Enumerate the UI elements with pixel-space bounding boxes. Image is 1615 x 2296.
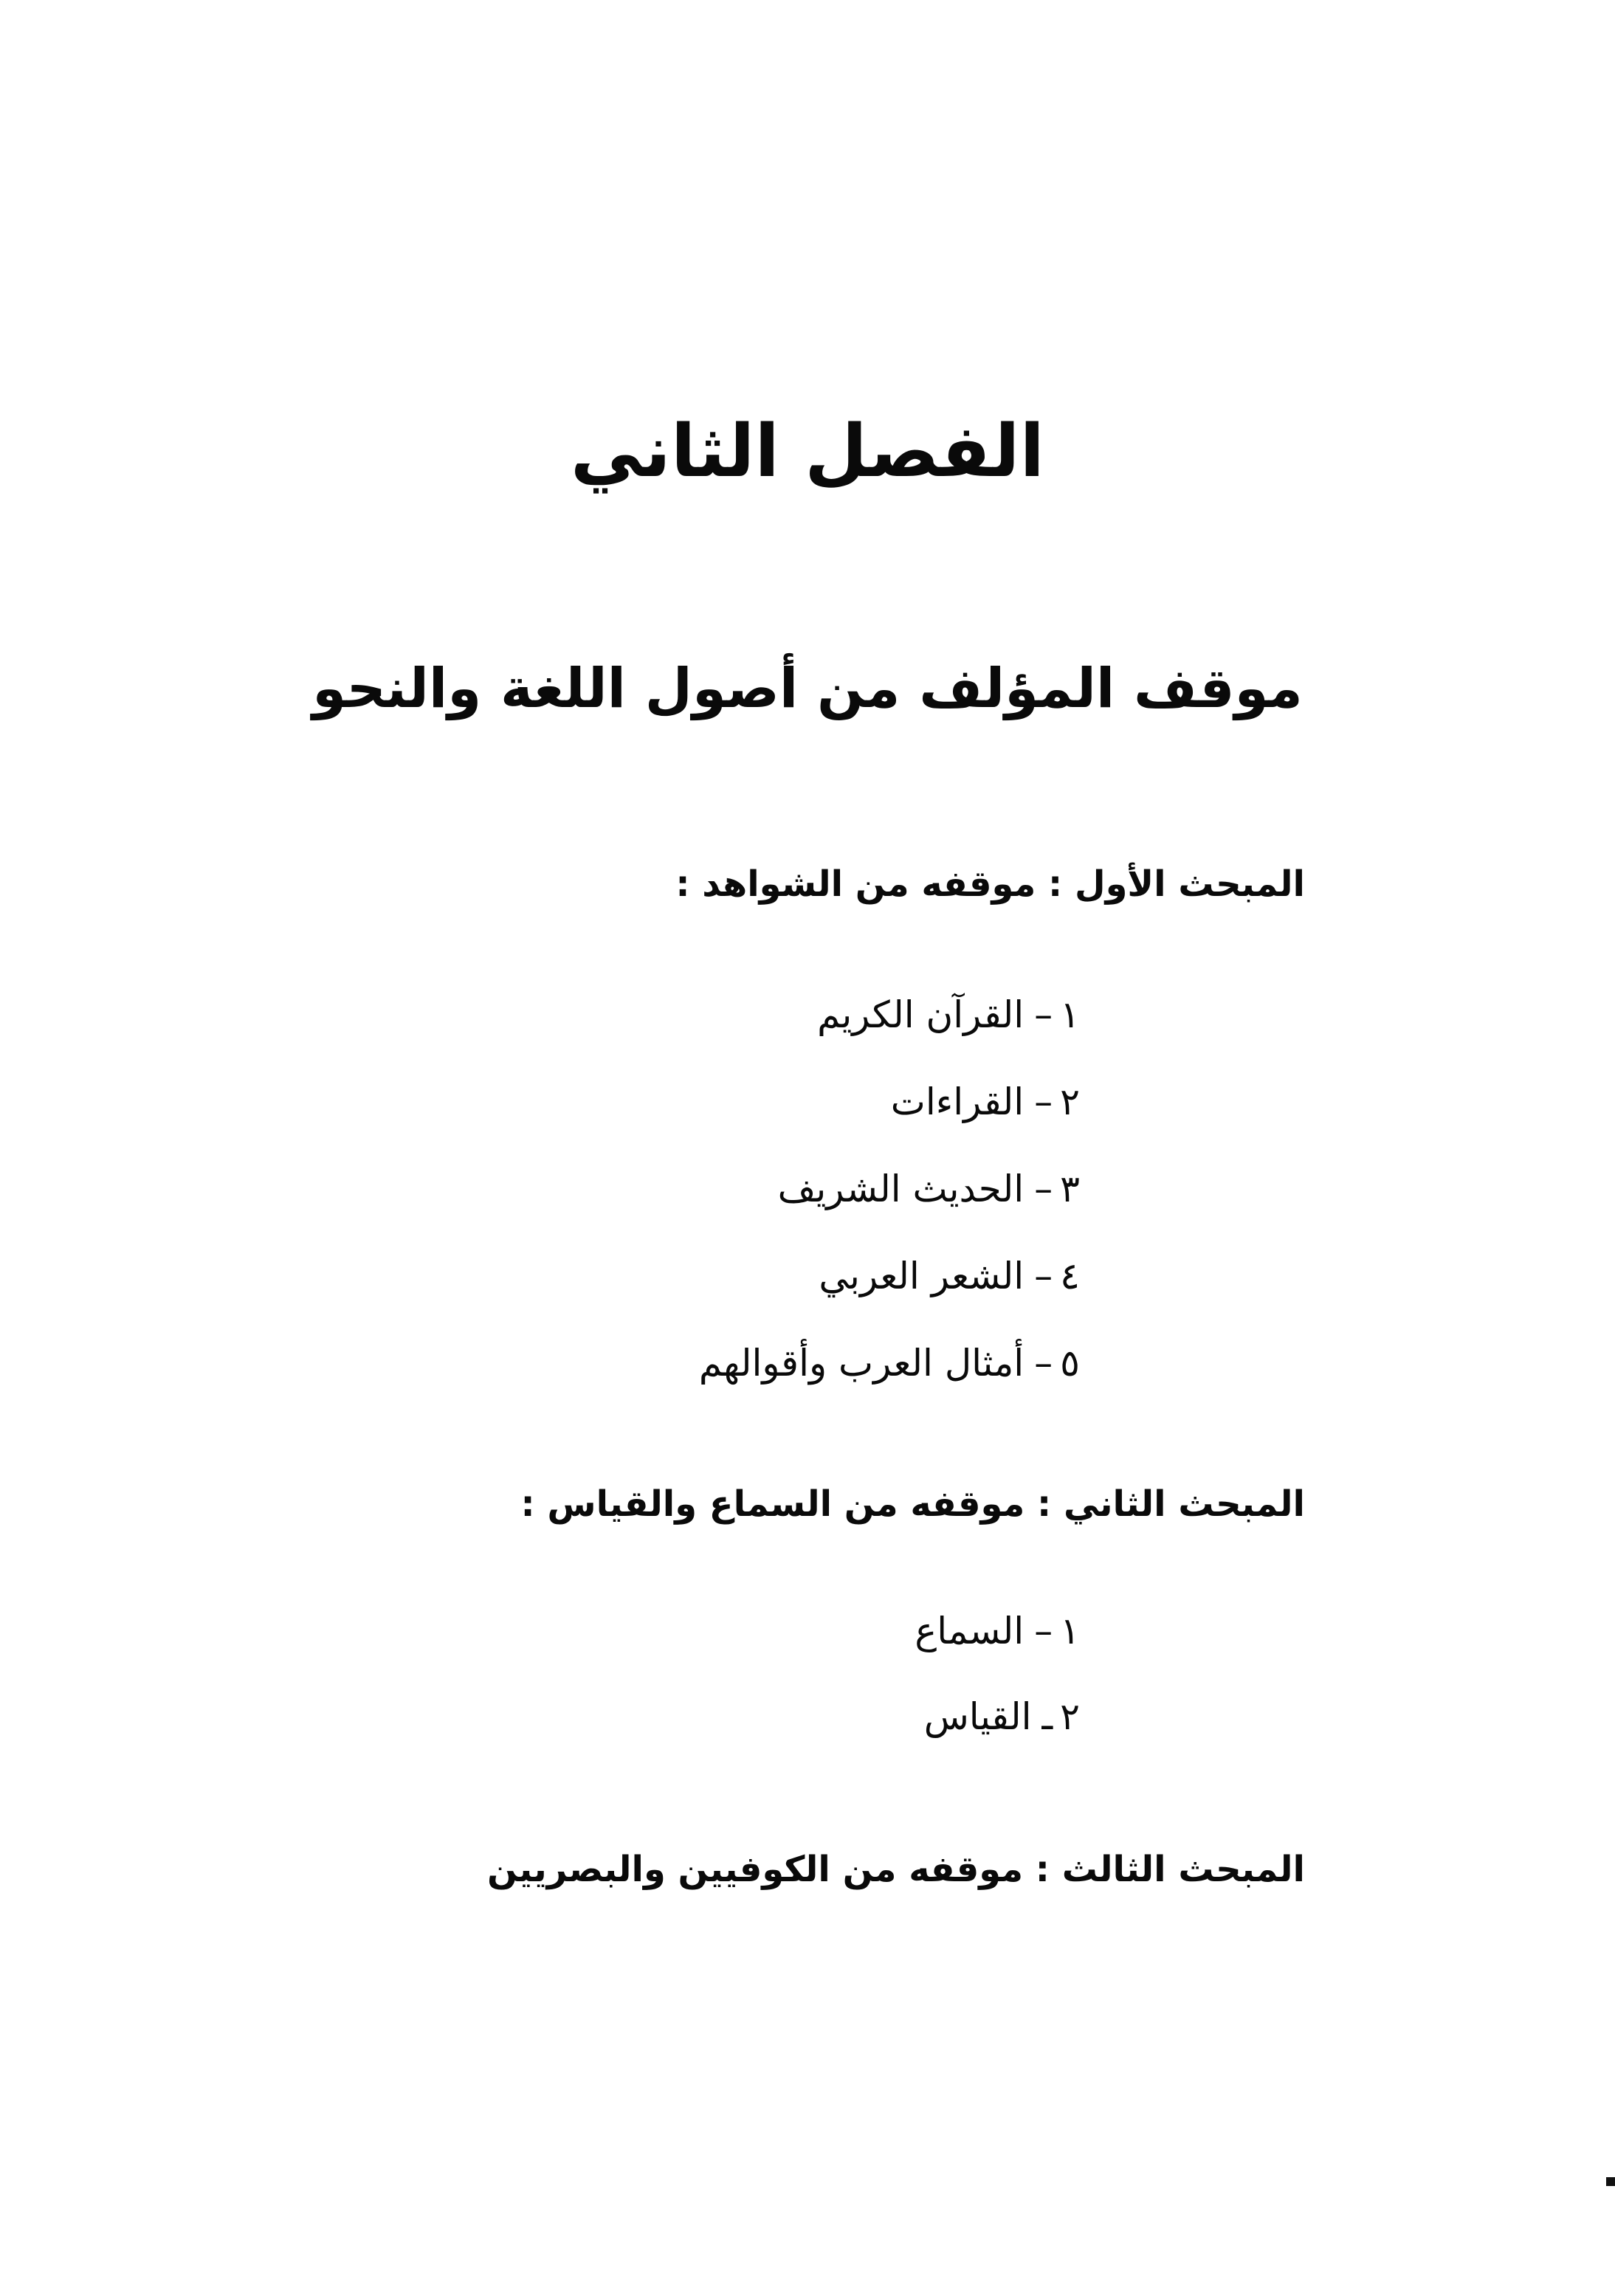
section-heading-2: المبحث الثاني : موقفه من السماع والقياس :: [520, 1483, 1305, 1525]
item-separator: –: [1034, 1610, 1053, 1652]
list-item: [915, 1695, 1080, 1739]
item-number: ٢: [1060, 1695, 1080, 1738]
item-text: الشعر العربي: [819, 1255, 1025, 1297]
item-number: ٤: [1060, 1255, 1080, 1297]
list-item: [699, 1254, 1080, 1298]
item-separator: –: [1034, 1168, 1053, 1210]
item-separator: –: [1034, 1080, 1053, 1123]
item-number: ١: [1060, 1610, 1080, 1652]
list-item: [915, 1609, 1080, 1653]
chapter-title: الفصل الثاني: [570, 410, 1045, 494]
section-heading-1: المبحث الأول : موقفه من الشواهد :: [675, 863, 1305, 905]
item-separator: –: [1034, 1255, 1053, 1297]
item-separator: –: [1034, 1342, 1053, 1385]
scan-edge-mark: [1606, 2177, 1615, 2186]
list-item: [699, 1167, 1080, 1211]
item-number: ١: [1060, 993, 1080, 1036]
item-text: القياس: [923, 1695, 1032, 1738]
list-item: [699, 1341, 1080, 1385]
item-text: أمثال العرب وأقوالهم: [698, 1342, 1025, 1385]
item-text: القراءات: [890, 1080, 1025, 1123]
item-separator: ـ: [1041, 1695, 1053, 1738]
item-text: القرآن الكريم: [817, 993, 1025, 1036]
section-2-list: [915, 1609, 1080, 1739]
item-text: الحديث الشريف: [777, 1168, 1025, 1210]
item-number: ٥: [1060, 1342, 1080, 1385]
item-number: ٣: [1060, 1168, 1080, 1210]
chapter-subtitle: موقف المؤلف من أصول اللغة والنحو: [312, 657, 1303, 720]
list-item: [699, 1080, 1080, 1124]
list-item: [699, 993, 1080, 1037]
section-heading-3: المبحث الثالث : موقفه من الكوفيين والبصريين: [486, 1849, 1305, 1890]
item-separator: –: [1034, 993, 1053, 1036]
section-1-list: [699, 993, 1080, 1385]
item-text: السماع: [915, 1610, 1025, 1652]
item-number: ٢: [1060, 1080, 1080, 1123]
